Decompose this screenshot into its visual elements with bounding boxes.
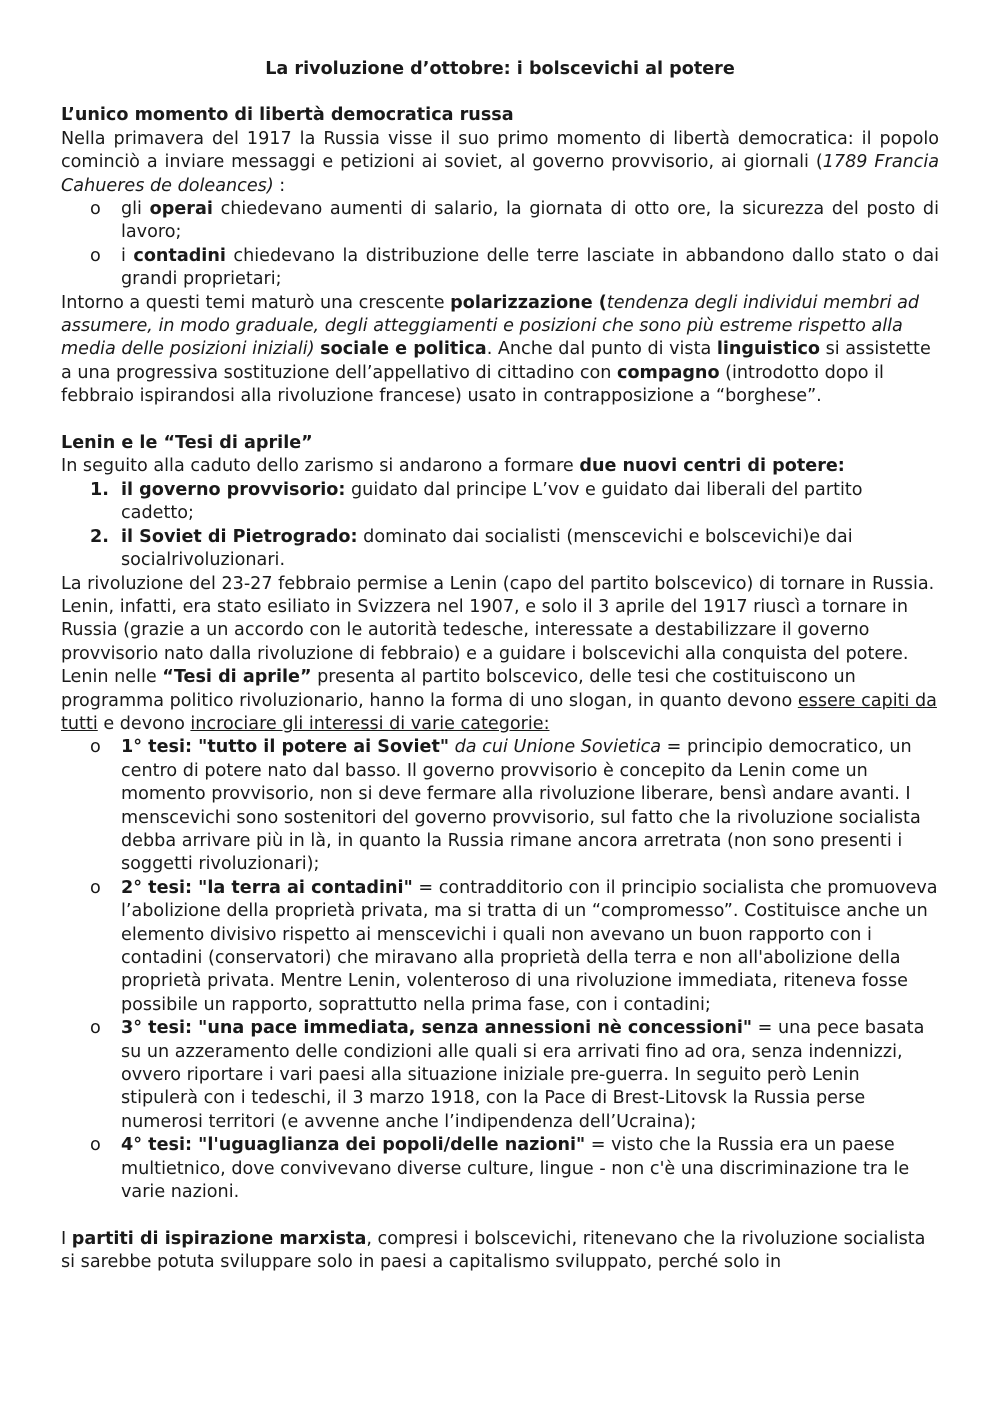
spacer <box>61 1204 939 1227</box>
bullet-marker: o <box>90 199 101 220</box>
tesi-list <box>61 736 939 1204</box>
paragraph-intro: Nella primavera del 1917 la Russia visse il suo primo momento di libertà democratica: il popolo cominciò a inviare messaggi e petizioni ai soviet, al governo provvisorio, ai giornali (1789 Francia Cahueres de doleances) : <box>61 128 939 196</box>
section-heading-liberta: L’unico momento di libertà democratica russa <box>61 105 514 126</box>
bullet-marker: o <box>90 1135 101 1156</box>
paragraph-centri-potere: In seguito alla caduto dello zarismo si andarono a formare due nuovi centri di potere: <box>61 456 845 477</box>
power-centers-list <box>61 479 939 573</box>
list-item-soviet: 2. il Soviet di Pietrogrado: dominato dai socialisti (menscevichi e bolscevichi)e dai socialrivoluzionari. <box>90 526 853 571</box>
bullet-marker: o <box>90 1018 101 1039</box>
list-item-governo: 1. il governo provvisorio: guidato dal principe L’vov e guidato dai liberali del partito cadetto; <box>90 479 863 524</box>
list-item-tesi-2: o 2° tesi: "la terra ai contadini" = contradditorio con il principio socialista che promuoveva l’abolizione della proprietà privata, ma si tratta di un “compromesso”. Costituisce anche un elemento divisivo rispetto ai menscevichi i quali non avevano un buon rapporto con i contadini (conservatori) che miravano alla proprietà della terra e non all'abolizione della proprietà privata. Mentre Lenin, volenteroso di una rivoluzione immediata, riteneva fosse possibile un rapporto, soprattutto nella prima fase, con i contadini; <box>90 877 938 1015</box>
list-item-tesi-3: o 3° tesi: "una pace immediata, senza annessioni nè concessioni" = una pece basata su un azzeramento delle condizioni alle quali si era arrivati fino ad ora, senza indennizzi, ovvero riportare i vari paesi alla situazione iniziale pre-guerra. In seguito però Lenin stipulerà con i tedeschi, il 3 marzo 1918, con la Pace di Brest-Litovsk la Russia perse numerosi territori (e avvenne anche l’indipendenza dell’Ucraina); <box>90 1018 925 1132</box>
paragraph-tesi-intro: Lenin nelle “Tesi di aprile” presenta al partito bolscevico, delle tesi che costituiscono un programma politico rivoluzionario, hanno la forma di uno slogan, in quanto devono essere capiti da tutti e devono incrociare gli interessi di varie categorie: <box>61 667 937 734</box>
list-item-contadini: o i contadini chiedevano la distribuzione delle terre lasciate in abbandono dallo stato o dai grandi proprietari; <box>90 245 939 290</box>
page-title: La rivoluzione d’ottobre: i bolscevichi al potere <box>265 59 735 79</box>
spacer <box>61 409 939 432</box>
document-page <box>61 58 939 1275</box>
list-item-tesi-4: o 4° tesi: "l'uguaglianza dei popoli/delle nazioni" = visto che la Russia era un paese multietnico, dove convivevano diverse culture, lingue - non c'è una discriminazione tra le varie nazioni. <box>90 1135 910 1203</box>
paragraph-partiti-marxisti: I partiti di ispirazione marxista, compresi i bolscevichi, ritenevano che la rivoluzione socialista si sarebbe potuta sviluppare solo in paesi a capitalismo sviluppato, perché solo in <box>61 1228 926 1273</box>
paragraph-polarizzazione: Intorno a questi temi maturò una crescente polarizzazione (tendenza degli individui membri ad assumere, in modo graduale, degli atteggiamenti e posizioni che sono più estreme rispetto alla media delle posizioni iniziali) sociale e politica. Anche dal punto di vista linguistico si assistette a una progressiva sostituzione dell’appellativo di cittadino con compagno (introdotto dopo il febbraio ispirandosi alla rivoluzione francese) usato in contrapposizione a “borghese”. <box>61 292 931 407</box>
list-item-tesi-1: o 1° tesi: "tutto il potere ai Soviet" da cui Unione Sovietica = principio democratico, un centro di potere nato dal basso. Il governo provvisorio è concepito da Lenin come un momento provvisorio, non si deve fermare alla rivoluzione liberare, bensì andare avanti. I menscevichi sono sostenitori del governo provvisorio, sul fatto che la rivoluzione socialista debba arrivare più in là, in quanto la Russia rimane ancora arretrata (non sono presenti i soggetti rivoluzionari); <box>90 737 921 875</box>
bullet-marker: o <box>90 737 101 758</box>
list-item-operai: o gli operai chiedevano aumenti di salario, la giornata di otto ore, la sicurezza del posto di lavoro; <box>90 199 939 243</box>
bullet-marker: o <box>90 877 101 898</box>
paragraph-lenin-ritorno: La rivoluzione del 23-27 febbraio permise a Lenin (capo del partito bolscevico) di tornare in Russia. Lenin, infatti, era stato esiliato in Svizzera nel 1907, e solo il 3 aprile del 1917 riuscì a tornare in Russia (grazie a un accordo con le autorità tedesche, interessate a destabilizzare il governo provvisorio nato dalla rivoluzione di febbraio) e a guidare i bolscevichi alla conquista del potere. <box>61 573 935 664</box>
bullet-marker: o <box>90 245 101 266</box>
section-heading-tesi: Lenin e le “Tesi di aprile” <box>61 433 313 454</box>
demands-list <box>61 198 939 292</box>
